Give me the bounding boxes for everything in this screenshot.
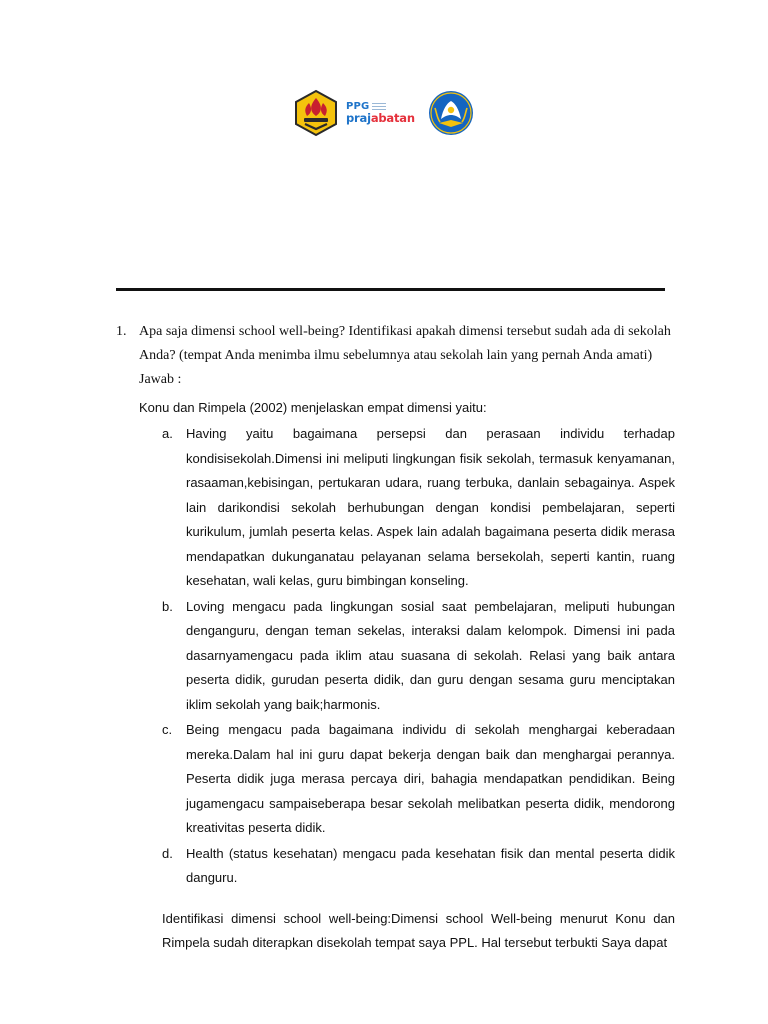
dimension-item-loving — [0, 595, 768, 718]
answer-intro: Konu dan Rimpela (2002) menjelaskan empat dimensi yaitu: — [139, 400, 487, 415]
item-letter: c. — [162, 722, 173, 737]
item-text: Loving mengacu pada lingkungan sosial saat pembelajaran, meliputi hubungan denganguru, dengan teman sekelas, interaksi dalam kelompok. Dimensi ini pada dasarnyamengacu pada iklim atau suasana di sekolah. Relasi yang baik antara peserta didik, gurudan peserta didik, dan guru dengan sesama guru menciptakan iklim sekolah yang baik;harmonis. — [186, 598, 675, 712]
ppg-label: PPG — [346, 101, 370, 112]
horizontal-rule — [116, 288, 665, 291]
header-logos — [292, 88, 475, 138]
answer-label: Jawab : — [139, 372, 182, 387]
question-text: Apa saja dimensi school well-being? Identifikasi apakah dimensi tersebut sudah ada di sekolah Anda? (tempat Anda menimba ilmu sebelumnya atau sekolah lain yang pernah Anda amati) — [139, 324, 671, 363]
identification-paragraph: Identifikasi dimensi school well-being:Dimensi school Well-being menurut Konu dan Rimpela sudah diterapkan disekolah tempat saya PPL. Hal tersebut terbukti Saya dapat — [162, 910, 675, 950]
upi-emblem-icon — [292, 89, 340, 137]
dimension-list — [0, 422, 768, 891]
dimension-item-being — [0, 718, 768, 841]
item-text: Health (status kesehatan) mengacu pada kesehatan fisik dan mental peserta didik danguru. — [186, 845, 675, 885]
question-1 — [0, 320, 768, 392]
item-text: Having yaitu bagaimana persepsi dan perasaan individu terhadap kondisisekolah.Dimensi ini meliputi lingkungan fisik sekolah, termasuk kenyamanan, rasaaman,kebisingan, pertukaran udara, ruang terbuka, danlain sebagainya. Aspek lain darikondisi sekolah berhubungan dengan kondisi pembelajaran, seperti kurikulum, jumlah peserta kelas. Aspek lain adalah bagaimana peserta didik merasa mendapatkan dukunganatau pelayanan selama bersekolah, seperti kantin, ruang kesehatan, wali kelas, guru bimbingan konseling. — [186, 426, 675, 588]
item-text: Being mengacu pada bagaimana individu di sekolah menghargai keberadaan mereka.Dalam hal ini guru dapat bekerja dengan baik dan menghargai perannya. Peserta didik juga merasa percaya diri, bahagia mendapatkan pendidikan. Being jugamengacu sampaiseberapa besar sekolah melibatkan peserta didik, mendorong kreativitas peserta didik. — [186, 722, 675, 835]
question-number: 1. — [116, 324, 127, 339]
dimension-item-health — [0, 842, 768, 891]
prajabatan-part-blue: praj — [346, 111, 371, 125]
prajabatan-part-red: abatan — [370, 111, 415, 125]
ppg-decor-lines — [372, 103, 386, 110]
dimension-item-having — [0, 422, 768, 594]
document-body — [0, 320, 768, 956]
ppg-prajabatan-logo — [346, 101, 415, 125]
prajabatan-label — [346, 112, 415, 125]
item-letter: d. — [162, 845, 173, 861]
item-letter: a. — [162, 426, 173, 441]
item-letter: b. — [162, 598, 173, 614]
kemdikbud-logo-icon — [427, 89, 475, 137]
